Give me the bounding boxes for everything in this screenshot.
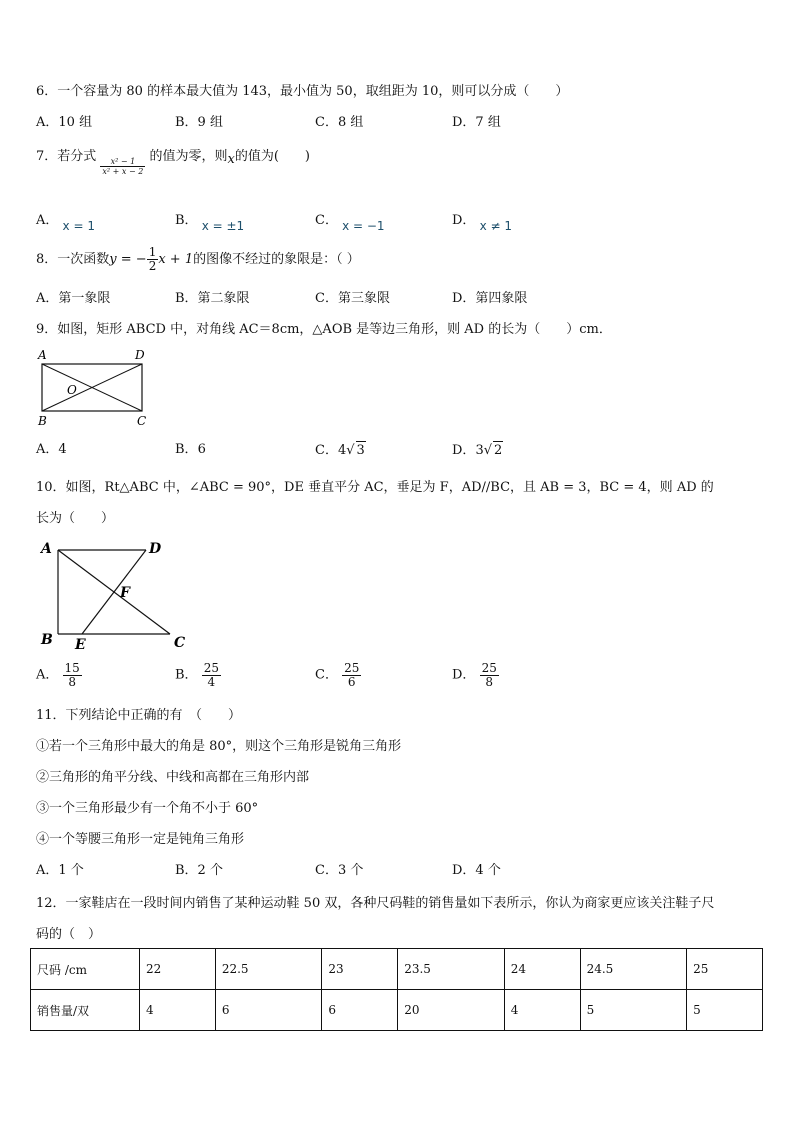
q11-option-d: D．4 个 <box>452 863 501 878</box>
q11-option-a: A．1 个 <box>36 863 84 878</box>
q8-option-c: C．第三象限 <box>315 291 390 306</box>
table-cell: 22.5 <box>215 949 322 990</box>
q9-label-c: C <box>137 414 147 428</box>
q7-option-b: B． x = ±1 <box>175 213 245 233</box>
table-cell: 22 <box>140 949 216 990</box>
table-cell: 5 <box>687 990 763 1031</box>
q11-option-b: B．2 个 <box>175 863 223 878</box>
q10-label-b: B <box>41 632 53 648</box>
table-cell: 20 <box>398 990 505 1031</box>
q9-option-a: A．4 <box>36 442 67 457</box>
q7-var: x <box>227 152 235 167</box>
q10-segment-de <box>82 550 146 634</box>
table-cell: 23 <box>322 949 398 990</box>
q10-option-c: C． $\frac{25}{6}$ <box>315 661 360 689</box>
q8-option-a: A．第一象限 <box>36 291 111 306</box>
q9-label-d: D <box>135 348 145 362</box>
q11-statement-3: ③一个三角形最少有一个角不小于 60° <box>36 801 259 816</box>
q7-option-c-expr: x = −1 <box>342 219 385 233</box>
q9-label-o: O <box>67 383 77 397</box>
q6-option-a: A．10 组 <box>36 115 93 130</box>
q11-option-c: C．3 个 <box>315 863 364 878</box>
q9-stem: 9．如图，矩形 ABCD 中，对角线 AC＝8cm，△AOB 是等边三角形，则 AD 的长为（ ）cm． <box>36 322 612 337</box>
table-cell: 6 <box>322 990 398 1031</box>
q6-option-d: D．7 组 <box>452 115 501 130</box>
table-row-sales <box>31 990 763 1031</box>
table-cell: 25 <box>687 949 763 990</box>
q10-label-e: E <box>75 637 86 653</box>
q8-suffix: 的图像不经过的象限是：（ ） <box>193 252 360 267</box>
q11-statement-1: ①若一个三角形中最大的角是 80°，则这个三角形是锐角三角形 <box>36 739 402 754</box>
q9-rectangle-figure <box>34 346 154 430</box>
q8-fraction: $\frac{1}{2}$ <box>148 245 157 273</box>
table-cell: 24.5 <box>580 949 687 990</box>
q8-expr-right: x + 1 <box>158 252 194 267</box>
q12-stem-line2: 码的（ ） <box>36 927 102 942</box>
q11-statement-2: ②三角形的角平分线、中线和高都在三角形内部 <box>36 770 310 785</box>
q9-option-c-radical: √ 3 <box>346 443 365 458</box>
table-cell: 4 <box>504 990 580 1031</box>
table-cell: 6 <box>215 990 322 1031</box>
q7-prefix: 7．若分式 <box>36 149 97 164</box>
q10-label-a: A <box>41 541 52 557</box>
q9-option-d-radical: √ 2 <box>483 443 503 458</box>
q7-stem <box>36 148 310 176</box>
q10-triangle-figure <box>36 536 192 656</box>
q12-size-sales-table <box>30 948 763 1031</box>
q10-stem-line2: 长为（ ） <box>36 511 115 526</box>
q6-stem: 6．一个容量为 80 的样本最大值为 143，最小值为 50，取组距为 10，则可以分成（ ） <box>36 84 569 99</box>
table-header-cell: 销售量/双 <box>31 990 140 1031</box>
q7-option-a-expr: x = 1 <box>62 219 95 233</box>
q8-option-b: B．第二象限 <box>175 291 250 306</box>
q9-option-c: C．4√ 3 <box>315 443 365 458</box>
q7-mid: 的值为零，则 <box>149 149 228 164</box>
table-cell: 23.5 <box>398 949 505 990</box>
q7-suffix: 的值为( ) <box>234 149 310 164</box>
q11-stem: 11．下列结论中正确的有 （ ） <box>36 708 242 723</box>
q7-option-a: A． x = 1 <box>36 213 95 233</box>
q8-option-d: D．第四象限 <box>452 291 528 306</box>
q6-option-b: B．9 组 <box>175 115 223 130</box>
table-cell: 4 <box>140 990 216 1031</box>
q10-option-d: D． $\frac{25}{8}$ <box>452 661 497 689</box>
q8-expr-left: y = − <box>109 252 147 267</box>
q8-stem <box>36 246 360 273</box>
q7-option-d: D． x ≠ 1 <box>452 213 512 233</box>
q7-option-c: C． x = −1 <box>315 213 385 233</box>
q10-label-c: C <box>174 635 186 651</box>
table-header-cell: 尺码 /cm <box>31 949 140 990</box>
q7-frac-num: x² − 1 <box>100 157 145 167</box>
q9-label-b: B <box>38 414 47 428</box>
q7-frac-den: x² + x − 2 <box>102 167 144 176</box>
q6-option-c: C．8 组 <box>315 115 364 130</box>
q9-label-a: A <box>38 348 47 362</box>
q7-option-b-expr: x = ±1 <box>201 219 245 233</box>
table-cell: 24 <box>504 949 580 990</box>
q12-stem-line1: 12．一家鞋店在一段时间内销售了某种运动鞋 50 双，各种尺码鞋的销售量如下表所示，你认为商家更应该关注鞋子尺 <box>36 896 715 911</box>
q10-option-a: A． $\frac{15}{8}$ <box>36 661 80 689</box>
q8-prefix: 8．一次函数 <box>36 252 110 267</box>
q9-option-d: D．3√ 2 <box>452 443 503 458</box>
q10-label-f: F <box>120 585 130 601</box>
q7-fraction <box>100 157 145 176</box>
q11-statement-4: ④一个等腰三角形一定是钝角三角形 <box>36 832 245 847</box>
q10-stem-line1: 10．如图，Rt△ABC 中，∠ABC = 90°，DE 垂直平分 AC，垂足为 F，AD//BC，且 AB = 3，BC = 4，则 AD 的 <box>36 480 714 495</box>
table-cell: 5 <box>580 990 687 1031</box>
q9-option-b: B．6 <box>175 442 206 457</box>
q7-option-d-expr: x ≠ 1 <box>479 219 512 233</box>
q10-option-b: B． $\frac{25}{4}$ <box>175 661 219 689</box>
table-row-size <box>31 949 763 990</box>
q10-label-d: D <box>149 541 162 557</box>
